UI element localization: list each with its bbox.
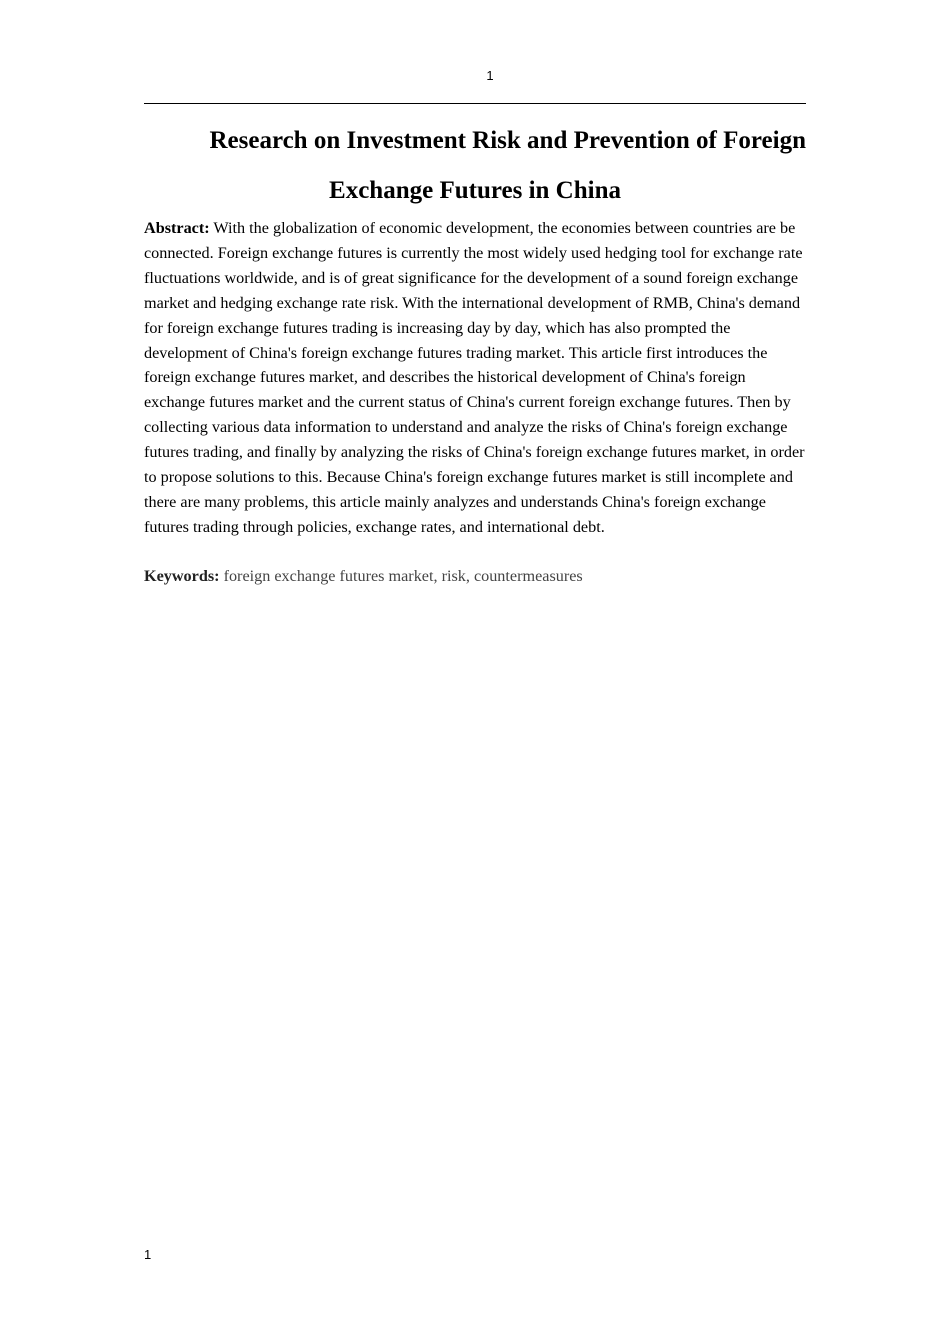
keywords-label: Keywords: xyxy=(144,567,220,585)
keywords-paragraph xyxy=(144,564,806,589)
footer-page-number: 1 xyxy=(144,1247,152,1262)
document-title-line-1: Research on Investment Risk and Prevention of Foreign xyxy=(209,127,806,154)
abstract-label: Abstract: xyxy=(144,219,210,237)
abstract-text: With the globalization of economic development, the economies between countries are be connected. Foreign exchange futures is currently the most widely used hedging tool for exchange rate fluctuations worldwide, and is of great significance for the development of a sound foreign exchange market and hedging exchange rate risk. With the international development of RMB, China's demand for foreign exchange futures trading is increasing day by day, which has also prompted the development of China's foreign exchange futures trading market. This article first introduces the foreign exchange futures market, and describes the historical development of China's foreign exchange futures market and the current status of China's current foreign exchange futures. Then by collecting various data information to understand and analyze the risks of China's foreign exchange futures trading, and finally by analyzing the risks of China's foreign exchange futures market, in order to propose solutions to this. Because China's foreign exchange futures market is still incomplete and there are many problems, this article mainly analyzes and understands China's foreign exchange futures trading through policies, exchange rates, and international debt. xyxy=(144,219,805,536)
abstract-paragraph xyxy=(144,216,808,540)
header-page-number: 1 xyxy=(486,68,494,83)
document-title-line-2: Exchange Futures in China xyxy=(329,177,621,204)
keywords-value: foreign exchange futures market, risk, countermeasures xyxy=(223,567,583,585)
header-divider xyxy=(144,103,806,104)
